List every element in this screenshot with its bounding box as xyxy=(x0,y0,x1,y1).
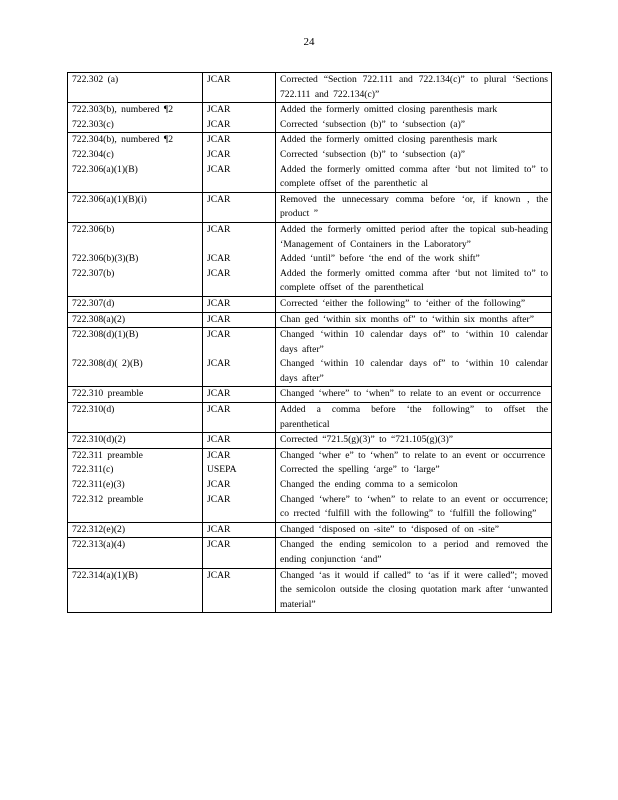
table-row xyxy=(68,433,552,449)
agency-cell xyxy=(203,312,276,328)
agency-cell xyxy=(203,296,276,312)
section-entry: 722.306(a)(1)(B)(i) xyxy=(72,193,147,205)
agency-entry: JCAR xyxy=(207,539,231,551)
table-row xyxy=(68,222,552,296)
change-description-entry: Corrected ‘subsection (b)” to ‘subsection (a)” xyxy=(280,148,466,160)
agency-entry: JCAR xyxy=(207,569,231,581)
change-description-cell xyxy=(276,433,552,449)
section-entry: 722.303(b), numbered ¶2 xyxy=(72,104,174,116)
section-cell xyxy=(68,538,203,568)
section-entry: 722.306(a)(1)(B) xyxy=(72,163,138,175)
section-entry: 722.304(c) xyxy=(72,148,114,160)
agency-entry: JCAR xyxy=(207,479,231,491)
agency-entry: USEPA xyxy=(207,464,237,476)
agency-entry: JCAR xyxy=(207,253,231,265)
change-description-cell xyxy=(276,73,552,103)
change-description-entry: Added a comma before ‘the following” to offset the parenthetical xyxy=(280,404,548,430)
agency-entry: JCAR xyxy=(207,74,231,85)
agency-entry: JCAR xyxy=(207,193,231,205)
section-cell xyxy=(68,133,203,192)
section-cell xyxy=(68,328,203,387)
agency-entry: JCAR xyxy=(207,267,231,279)
table-row xyxy=(68,448,552,522)
change-description-entry: Changed ‘within 10 calendar days of” to ‘within 10 calendar days after” xyxy=(280,329,548,355)
agency-entry: JCAR xyxy=(207,313,231,325)
section-entry: 722.311(e)(3) xyxy=(72,479,125,491)
change-description-entry: Added the formerly omitted closing parenthesis mark xyxy=(280,104,498,116)
change-description-entry: Changed the ending semicolon to a period and removed the ending conjunction ‘and” xyxy=(280,539,548,565)
section-cell xyxy=(68,568,203,613)
change-description-entry: Changed ‘where” to ‘when” to relate to an event or occurrence xyxy=(280,388,541,400)
change-description-cell xyxy=(276,568,552,613)
change-description-entry: Changed ‘within 10 calendar days of” to ‘within 10 calendar days after” xyxy=(280,358,548,384)
section-entry: 722.302 (a) xyxy=(72,74,119,85)
change-description-cell xyxy=(276,222,552,296)
agency-cell xyxy=(203,568,276,613)
section-cell xyxy=(68,448,203,522)
change-description-cell xyxy=(276,403,552,433)
change-description-entry: Corrected ‘either the following” to ‘either of the following” xyxy=(280,297,526,309)
section-entry: 722.312(e)(2) xyxy=(72,523,126,535)
section-entry: 722.311(c) xyxy=(72,464,114,476)
agency-cell xyxy=(203,538,276,568)
section-entry: 722.314(a)(1)(B) xyxy=(72,569,138,581)
change-description-entry: Added the formerly omitted closing parenthesis mark xyxy=(280,134,498,146)
section-entry: 722.310(d) xyxy=(72,404,115,416)
change-description-entry: Corrected ‘subsection (b)” to ‘subsection (a)” xyxy=(280,118,466,130)
section-entry: 722.307(d) xyxy=(72,297,115,309)
change-description-cell xyxy=(276,103,552,133)
change-description-entry: Changed ‘where” to ‘when” to relate to an event or occurrence; co rrected ‘fulfill with the following” to ‘fulfill the following” xyxy=(280,493,548,520)
change-description-cell xyxy=(276,522,552,538)
change-description-entry: Corrected “721.5(g)(3)” to “721.105(g)(3)” xyxy=(280,434,454,446)
change-description-cell xyxy=(276,133,552,192)
table-row xyxy=(68,328,552,387)
table-row xyxy=(68,522,552,538)
section-entry: 722.304(b), numbered ¶2 xyxy=(72,134,174,146)
section-cell xyxy=(68,296,203,312)
agency-cell xyxy=(203,387,276,403)
agency-cell xyxy=(203,192,276,222)
table-row xyxy=(68,133,552,192)
table-row xyxy=(68,103,552,133)
agency-entry: JCAR xyxy=(207,297,231,309)
section-cell xyxy=(68,403,203,433)
page-number: 24 xyxy=(303,36,315,48)
section-entry: 722.308(d)(1)(B) xyxy=(72,329,139,341)
agency-entry: JCAR xyxy=(207,358,231,370)
agency-cell xyxy=(203,433,276,449)
section-entry: 722.306(b)(3)(B) xyxy=(72,253,139,265)
section-entry: 722.310 preamble xyxy=(72,388,144,400)
section-cell xyxy=(68,433,203,449)
section-entry: 722.310(d)(2) xyxy=(72,434,126,446)
change-description-entry: Changed ‘as it would if called” to ‘as if it were called”; moved the semicolon outside the closing quotation mark after ‘unwanted material” xyxy=(280,569,548,610)
agency-entry: JCAR xyxy=(207,148,231,160)
section-entry: 722.308(d)( 2)(B) xyxy=(72,358,143,370)
section-entry: 722.311 preamble xyxy=(72,449,143,461)
agency-entry: JCAR xyxy=(207,118,231,130)
table-row xyxy=(68,296,552,312)
change-description-entry: Added the formerly omitted comma after ‘but not limited to” to complete offset of the parenthetic al xyxy=(280,163,548,190)
agency-entry: JCAR xyxy=(207,223,231,235)
table-row xyxy=(68,73,552,103)
change-description-cell xyxy=(276,538,552,568)
change-description-cell xyxy=(276,312,552,328)
section-entry: 722.313(a)(4) xyxy=(72,539,126,551)
change-description-entry: Added ‘until” before ‘the end of the work shift” xyxy=(280,253,480,265)
agency-entry: JCAR xyxy=(207,104,231,116)
agency-entry: JCAR xyxy=(207,134,231,146)
table-row xyxy=(68,568,552,613)
change-description-entry: Corrected the spelling ‘arge” to ‘large” xyxy=(280,464,440,476)
change-description-cell xyxy=(276,296,552,312)
change-description-cell xyxy=(276,387,552,403)
table-row xyxy=(68,387,552,403)
change-description-cell xyxy=(276,448,552,522)
section-entry: 722.307(b) xyxy=(72,267,115,279)
change-description-entry: Chan ged ‘within six months of” to ‘within six months after” xyxy=(280,313,534,325)
section-cell xyxy=(68,522,203,538)
change-description-entry: Changed ‘disposed on -site” to ‘disposed of on -site” xyxy=(280,523,500,535)
agency-cell xyxy=(203,133,276,192)
change-description-entry: Added the formerly omitted comma after ‘but not limited to” to complete offset of the parenthetical xyxy=(280,267,548,294)
section-cell xyxy=(68,312,203,328)
section-cell xyxy=(68,192,203,222)
agency-cell xyxy=(203,448,276,522)
section-entry: 722.308(a)(2) xyxy=(72,313,126,325)
table-row xyxy=(68,312,552,328)
agency-entry: JCAR xyxy=(207,434,231,446)
agency-entry: JCAR xyxy=(207,329,231,341)
agency-entry: JCAR xyxy=(207,523,231,535)
agency-cell xyxy=(203,73,276,103)
section-entry: 722.312 preamble xyxy=(72,493,144,505)
agency-entry: JCAR xyxy=(207,163,231,175)
section-entry: 722.306(b) xyxy=(72,223,115,235)
section-cell xyxy=(68,73,203,103)
agency-cell xyxy=(203,522,276,538)
agency-cell xyxy=(203,222,276,296)
agency-cell xyxy=(203,328,276,387)
changes-table-body xyxy=(68,73,552,613)
change-description-entry: Removed the unnecessary comma before ‘or, if known , the product ” xyxy=(280,193,548,220)
change-description-entry: Added the formerly omitted period after the topical sub-heading ‘Management of Containers in the Laboratory” xyxy=(280,223,548,250)
agency-cell xyxy=(203,103,276,133)
agency-entry: JCAR xyxy=(207,388,231,400)
change-description-entry: Changed the ending comma to a semicolon xyxy=(280,479,458,491)
change-description-cell xyxy=(276,328,552,387)
agency-entry: JCAR xyxy=(207,449,231,461)
section-cell xyxy=(68,222,203,296)
change-description-entry: Corrected “Section 722.111 and 722.134(c)” to plural ‘Sections 722.111 and 722.134(c)” xyxy=(280,74,548,100)
table-row xyxy=(68,538,552,568)
change-description-entry: Changed ‘wher e” to ‘when” to relate to an event or occurrence xyxy=(280,449,546,461)
agency-cell xyxy=(203,403,276,433)
change-description-cell xyxy=(276,192,552,222)
agency-entry: JCAR xyxy=(207,493,231,505)
table-row xyxy=(68,192,552,222)
table-row xyxy=(68,403,552,433)
agency-entry: JCAR xyxy=(207,404,231,416)
changes-table xyxy=(67,72,552,613)
section-entry: 722.303(c) xyxy=(72,118,114,130)
section-cell xyxy=(68,103,203,133)
section-cell xyxy=(68,387,203,403)
